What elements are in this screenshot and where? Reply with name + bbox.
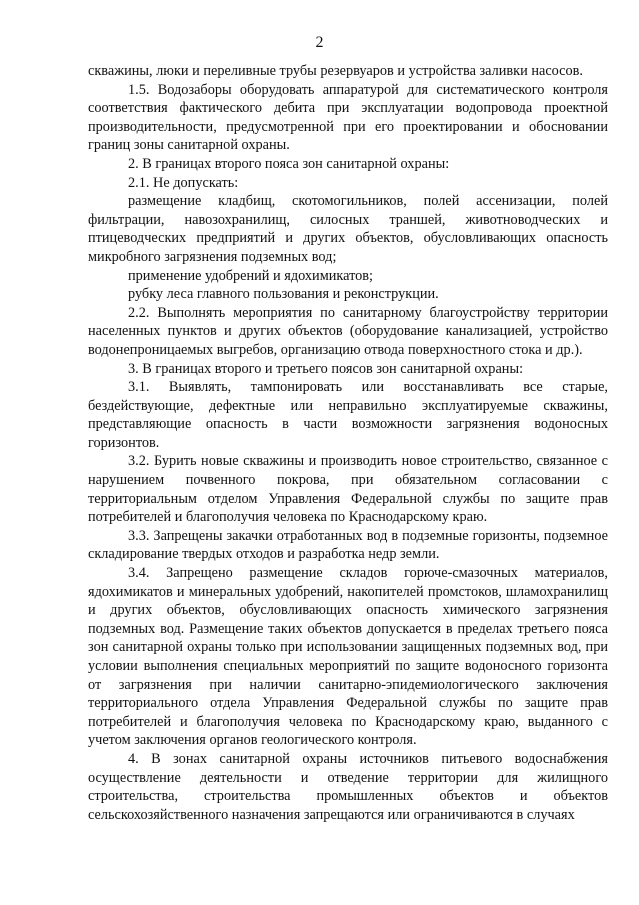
paragraph-2-1-item-3: рубку леса главного пользования и реконструкции. — [128, 286, 439, 303]
paragraph-3-1: 3.1. Выявлять, тампонировать или восстанавливать все старые, бездействующие, дефектные или неправильно эксплуатируемые скважины, представляющие опасность в части возможности загрязнения водоносных горизонтов. — [88, 379, 608, 451]
paragraph-2-heading: 2. В границах второго пояса зон санитарной охраны: — [128, 155, 450, 172]
paragraph-3-3: 3.3. Запрещены закачки отработанных вод в подземные горизонты, подземное складирование твердых отходов и разработка недр земли. — [88, 527, 608, 563]
paragraph-3-4: 3.4. Запрещено размещение складов горюче-смазочных материалов, ядохимикатов и минеральных удобрений, накопителей промстоков, шламохранилищ и других объектов, обусловливающих опасность химического загрязнения подземных вод. Размещение таких объектов допускается в пределах третьего пояса зон санитарной охраны только при использовании защищенных подземных вод, при условии выполнения специальных мероприятий по защите водоносного горизонта от загрязнения при наличии санитарно-эпидемиологического заключения территориального отдела Управления Федеральной службы по защите прав потребителей и благополучия человека по Краснодарскому краю, выданного с учетом заключения органов геологического контроля. — [88, 565, 608, 749]
paragraph-3-2: 3.2. Бурить новые скважины и производить новое строительство, связанное с нарушением почвенного покрова, при обязательном согласовании с территориальным отделом Управления Федеральной службы по защите прав потребителей и благополучия человека по Краснодарскому краю. — [88, 453, 608, 526]
paragraph-2-1-item-1: размещение кладбищ, скотомогильников, полей ассенизации, полей фильтрации, навозохранилищ, силосных траншей, животноводческих и птицеводческих предприятий и других объектов, обусловливающих опасность микробного загрязнения подземных вод; — [88, 193, 608, 265]
document-body — [88, 62, 608, 824]
paragraph-2-1-item-2: применение удобрений и ядохимикатов; — [128, 267, 374, 284]
paragraph-3-heading: 3. В границах второго и третьего поясов зон санитарной охраны: — [128, 360, 524, 377]
paragraph-1-5: 1.5. Водозаборы оборудовать аппаратурой для систематического контроля соответствия фактического дебита при эксплуатации водопровода проектной производительности, предусмотренной при его проектировании и обосновании границ зоны санитарной охраны. — [88, 81, 608, 154]
paragraph-4: 4. В зонах санитарной охраны источников питьевого водоснабжения осуществление деятельности и отведение территории для жилищного строительства, строительства промышленных объектов и объектов сельскохозяйственного назначения запрещаются или ограничиваются в случаях — [88, 750, 608, 823]
page-number: 2 — [315, 34, 324, 51]
paragraph-2-1: 2.1. Не допускать: — [128, 174, 239, 191]
paragraph-continuation: скважины, люки и переливные трубы резервуаров и устройства заливки насосов. — [88, 63, 584, 79]
paragraph-2-2: 2.2. Выполнять мероприятия по санитарному благоустройству территории населенных пунктов и других объектов (оборудование канализацией, устройство водонепроницаемых выгребов, организацию отвода поверхностного стока и др.). — [88, 304, 608, 358]
